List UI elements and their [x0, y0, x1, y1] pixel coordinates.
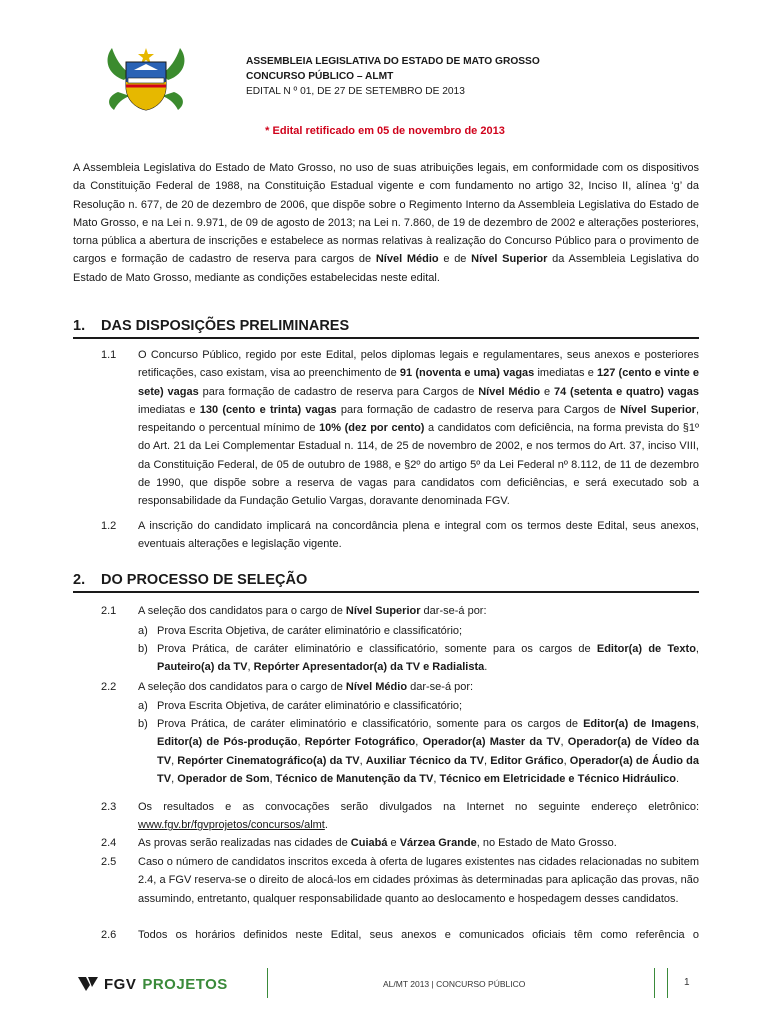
subitem-bold: Técnico em Eletricidade e Técnico Hidráulico [439, 772, 677, 785]
subitem-text: , [560, 736, 568, 749]
intro-text: da Assembleia Legislativa do Estado de Mato Grosso, mediante as condições estabelecidas neste edital. [73, 253, 699, 284]
fgv-concursos-link[interactable]: www.fgv.br/fgvprojetos/concursos/almt [138, 819, 325, 832]
subitem-bold: Pauteiro(a) da TV [157, 661, 248, 674]
section-heading-1 [73, 318, 699, 339]
item-2-3 [101, 798, 699, 835]
section-title: DO PROCESSO DE SELEÇÃO [101, 572, 308, 588]
item-number: 1.1 [101, 349, 117, 361]
subitem-2-2-a [138, 697, 699, 715]
subitem-bold: Auxiliar Técnico da TV [365, 754, 484, 767]
item-1-2 [101, 517, 699, 554]
item-text: A inscrição do candidato implicará na concordância plena e integral com os termos deste Edital, seus anexos, eventuais alterações e legislação vigente. [138, 520, 699, 551]
item-text: para formação de cadastro de reserva para Cargos de [198, 385, 479, 398]
item-bold: Nível Superior [345, 605, 421, 617]
item-2-5 [101, 853, 699, 908]
intro-text: A Assembleia Legislativa do Estado de Mato Grosso, no uso de suas atribuições legais, em conformidade com os dispositivos da Constituição Federal de 1988, na Constituição Estadual vigente e com fundamento no artigo 32, Inciso II, alínea ‘g’ da Resolução n. 677, de 20 de dezembro de 2006, que dispõe sobre o Regimento Interno da Assembleia Legislativa do Estado de Mato Grosso, e na Lei n. 9.971, de 09 de agosto de 2013; na Lei n. 7.860, de 19 de dezembro de 2002 e alterações posteriores, torna pública a abertura de inscrições e estabelece as normas relativas à realização do Concurso Público para o provimento de cargos e formação de cadastro de reserva para cargos de [73, 162, 699, 266]
item-bold: Nível Médio [345, 681, 408, 693]
subitem-bold: Repórter Apresentador(a) da TV e Radialista [253, 661, 485, 674]
subitem-text: Prova Prática, de caráter eliminatório e classificatório, somente para os cargos de [157, 643, 597, 655]
section-number: 2. [73, 572, 86, 588]
item-text: , respeitando o percentual mínimo de [138, 403, 700, 435]
item-text: . [324, 819, 328, 832]
item-number: 2.3 [101, 801, 117, 813]
item-number: 2.6 [101, 929, 117, 941]
subitem-bold: Repórter Fotográfico [304, 736, 416, 749]
subitem-2-1-a [138, 622, 699, 640]
intro-text: e de [438, 253, 472, 266]
subitem-bold: Editor(a) de Pós-produção [157, 736, 298, 749]
intro-paragraph [73, 159, 699, 287]
subitem-text: , [563, 754, 570, 767]
section-heading-2 [73, 572, 699, 593]
subitem-letter: a) [138, 700, 148, 712]
item-2-2 [101, 678, 699, 696]
subitem-text: , [297, 736, 305, 749]
item-bold: 91 (noventa e uma) vagas [399, 367, 535, 380]
subitem-text: , [247, 661, 254, 674]
item-bold: Várzea Grande [399, 837, 477, 849]
item-number: 2.4 [101, 837, 117, 849]
item-number: 1.2 [101, 520, 117, 532]
subitem-text: . [484, 661, 488, 674]
document-header [246, 54, 540, 99]
fgv-projetos-logo [78, 976, 228, 992]
item-text: para formação de cadastro de reserva para Cargos de [336, 403, 621, 416]
fgv-symbol-icon [78, 977, 98, 991]
item-number: 2.2 [101, 681, 117, 693]
subitem-text: , [484, 754, 491, 767]
item-text: dar-se-á por: [420, 605, 487, 617]
subitem-text: , [695, 718, 699, 730]
item-text: , no Estado de Mato Grosso. [476, 837, 617, 849]
item-text: A seleção dos candidatos para o cargo de [138, 605, 346, 617]
subitem-letter: a) [138, 625, 148, 637]
subitem-bold: Operador de Som [177, 772, 270, 785]
item-bold: 74 (setenta e quatro) vagas [553, 385, 699, 398]
subitem-text: , [695, 643, 699, 655]
header-line-2: CONCURSO PÚBLICO – ALMT [246, 71, 394, 82]
footer-divider [654, 968, 655, 998]
intro-bold: Nível Médio [375, 253, 439, 266]
section-number: 1. [73, 318, 86, 334]
item-2-6 [101, 926, 699, 944]
subitem-bold: Operador(a) Master da TV [422, 736, 561, 749]
subitem-bold: Editor Gráfico [490, 754, 564, 767]
subitem-bold: Repórter Cinematográfico(a) da TV [177, 754, 360, 767]
subitem-text: , [269, 772, 276, 785]
item-text: Todos os horários definidos neste Edital, seus anexos e comunicados oficiais têm como referência o [138, 929, 699, 941]
item-1-1 [101, 346, 699, 511]
header-line-3: EDITAL N º 01, DE 27 DE SETEMBRO DE 2013 [246, 86, 465, 97]
subitem-bold: Operador(a) de Áudio da TV [157, 754, 699, 785]
item-text: dar-se-á por: [407, 681, 474, 693]
subitem-bold: Editor(a) de Imagens [583, 718, 696, 730]
coat-of-arms-logo [104, 40, 188, 114]
footer-text: AL/MT 2013 | CONCURSO PÚBLICO [383, 979, 526, 989]
subitem-letter: b) [138, 718, 148, 730]
subitem-bold: Operador(a) de Vídeo da TV [157, 736, 700, 767]
item-number: 2.1 [101, 605, 117, 617]
item-text: e [387, 837, 400, 849]
subitem-2-1-b [138, 640, 699, 677]
subitem-bold: Técnico de Manutenção da TV [275, 772, 434, 785]
intro-bold: Nível Superior [471, 253, 548, 266]
subitem-text: . [676, 772, 680, 785]
header-line-1: ASSEMBLEIA LEGISLATIVA DO ESTADO DE MATO GROSSO [246, 56, 540, 67]
retification-notice: * Edital retificado em 05 de novembro de 2013 [265, 125, 505, 137]
item-2-4 [101, 834, 699, 852]
item-bold: 130 (cento e trinta) vagas [199, 403, 337, 416]
footer-divider [267, 968, 268, 998]
subitem-text: Prova Escrita Objetiva, de caráter eliminatório e classificatório; [157, 700, 463, 712]
subitem-text: , [359, 754, 366, 767]
subitem-text: Prova Escrita Objetiva, de caráter eliminatório e classificatório; [157, 625, 463, 637]
item-bold: Nível Superior [620, 403, 696, 416]
subitem-text: , [171, 754, 178, 767]
logo-fgv-text: FGV [104, 975, 137, 993]
footer-divider [667, 968, 668, 998]
item-bold: Nível Médio [478, 385, 541, 398]
item-text: e [540, 385, 554, 398]
section-title: DAS DISPOSIÇÕES PRELIMINARES [101, 318, 350, 334]
item-text: As provas serão realizadas nas cidades de [138, 837, 351, 849]
subitem-letter: b) [138, 643, 148, 655]
item-number: 2.5 [101, 856, 117, 868]
subitem-text: , [415, 736, 423, 749]
subitem-bold: Editor(a) de Texto [596, 643, 696, 655]
subitem-text: , [171, 772, 178, 785]
item-text: A seleção dos candidatos para o cargo de [138, 681, 346, 693]
item-bold: 10% (dez por cento) [319, 422, 425, 435]
item-bold: Cuiabá [350, 837, 388, 849]
item-bold: 127 (cento e vinte e sete) vagas [138, 367, 699, 398]
logo-projetos-text: PROJETOS [142, 975, 228, 993]
item-text: imediatas e [534, 367, 598, 380]
item-2-1 [101, 602, 699, 620]
item-text: O Concurso Público, regido por este Edital, pelos diplomas legais e regulamentares, seus anexos e posteriores retificações, caso existam, visa ao preenchimento de [138, 349, 699, 380]
subitem-text: Prova Prática, de caráter eliminatório e classificatório, somente para os cargos de [157, 718, 584, 730]
item-text: Caso o número de candidatos inscritos exceda à oferta de lugares existentes nas cidades relacionadas no subitem 2.4, a FGV reserva-se o direito de alocá-los em cidades próximas às determinadas para aplicação das provas, não assumindo, entretanto, qualquer responsabilidade quanto ao deslocamento e hospedagem desses candidatos. [138, 856, 699, 905]
item-text: a candidatos com deficiência, na forma prevista do §1º do Art. 21 da Lei Complementar Estadual n. 114, de 25 de novembro de 2002, e nos termos do Art. 37, inciso VIII, da Constituição Federal, de 05 de outubro de 1988, e §2º do artigo 5º da Lei Federal nº 8.112, de 11 de dezembro de 1990, que dispõe sobre a reserva de vagas para candidatos com deficiências, e será executado sob a responsabilidade da Fundação Getulio Vargas, doravante denominada FGV. [138, 422, 700, 508]
subitem-text: , [433, 772, 440, 785]
item-text: imediatas e [138, 403, 200, 416]
subitem-2-2-b [138, 715, 699, 788]
page-number: 1 [684, 977, 690, 988]
item-text: Os resultados e as convocações serão divulgados na Internet no seguinte endereço eletrônico: [138, 801, 699, 813]
